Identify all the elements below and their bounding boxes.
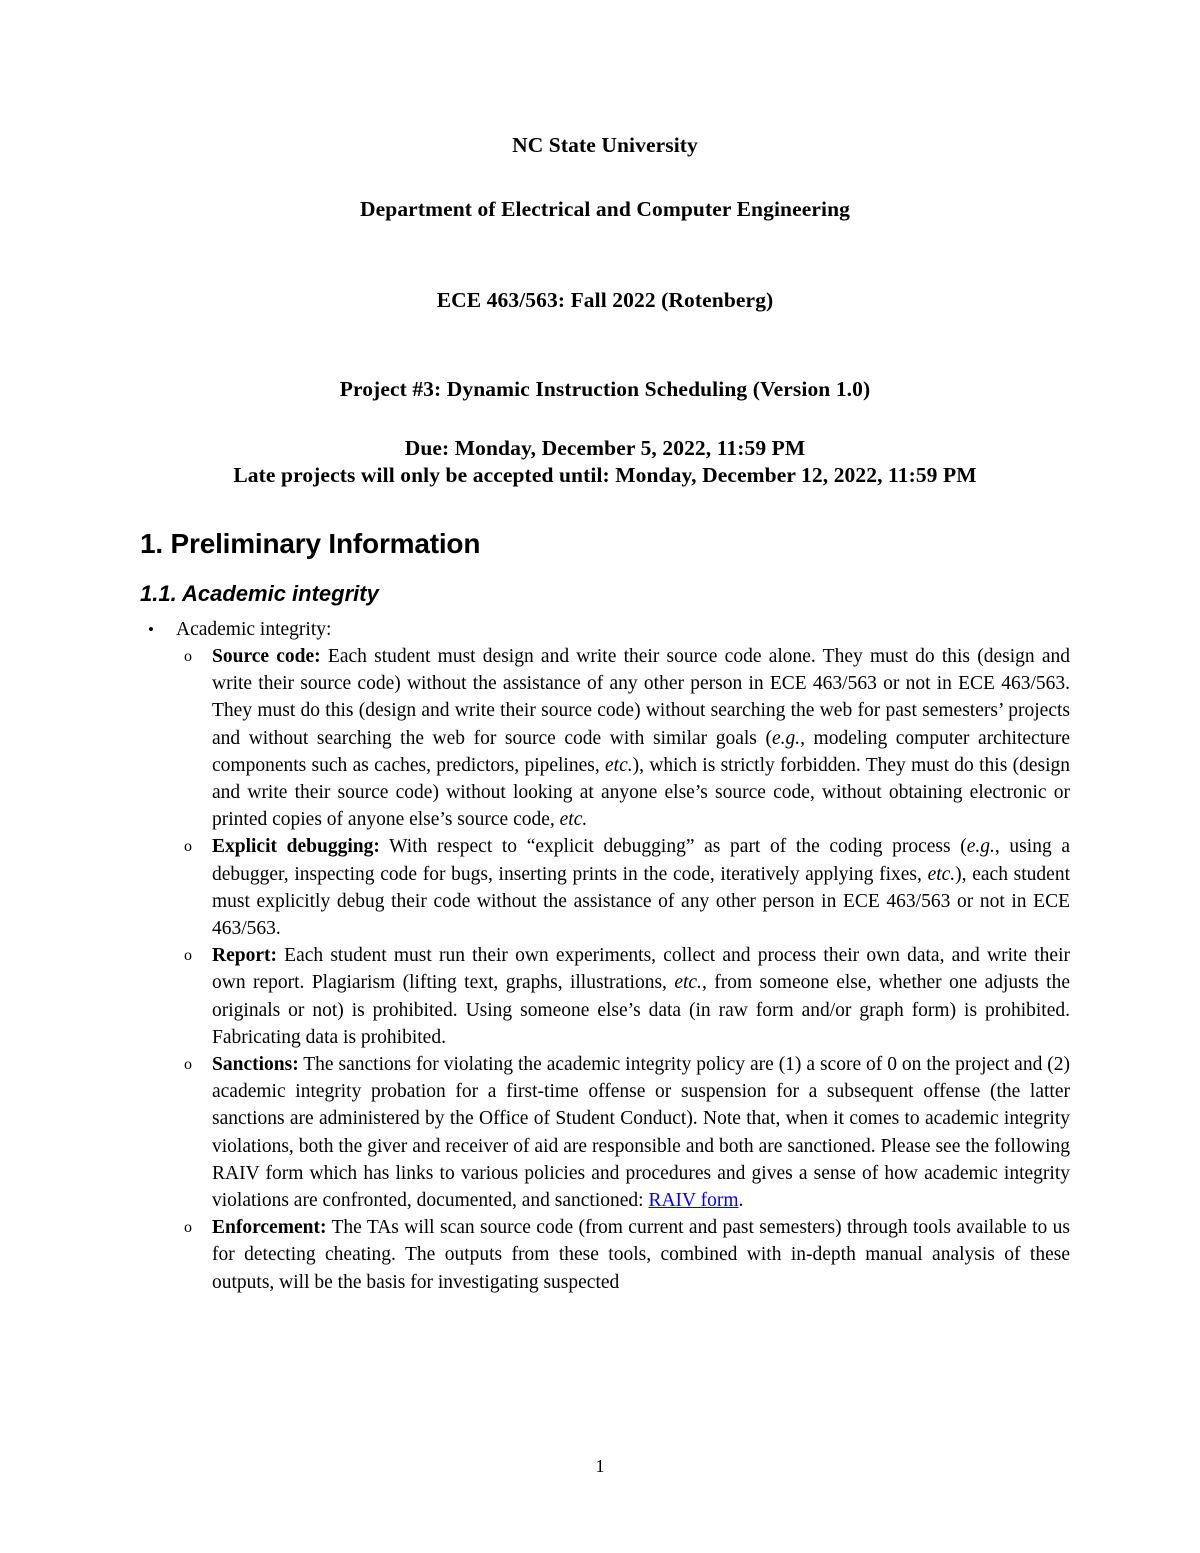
item-lead-label: Source code:: [212, 646, 321, 667]
department-name: Department of Electrical and Computer Engineering: [360, 197, 850, 221]
list-item-report: [181, 942, 1070, 1051]
list-item-explicit-debugging: [181, 833, 1070, 942]
item-body-text: , using a debugger, inspecting code for bugs, inserting prints in the code, iteratively applying fixes,: [212, 836, 1071, 885]
section-heading-1: 1. Preliminary Information: [140, 528, 481, 559]
bullet-disc-icon: •: [148, 620, 154, 639]
item-italic-text: etc.: [559, 809, 588, 831]
bullet-circle-icon: o: [184, 838, 192, 856]
item-body-text: .: [738, 1190, 744, 1212]
item-body-text: The TAs will scan source code (from current and past semesters) through tools available to us for detecting cheating. The outputs from these tools, combined with in-depth manual analysis of these outputs, will be the basis for investigating suspected: [212, 1217, 1070, 1293]
list-item-enforcement: [181, 1214, 1070, 1296]
item-body-text: ), each student must explicitly debug their code without the assistance of any other person in ECE 463/563 or not in ECE 463/563.: [212, 863, 1070, 940]
item-body-text: Each student must run their own experiments, collect and process their own data, and write their own report. Plagiarism (lifting text, graphs, illustrations,: [212, 945, 1070, 994]
item-lead-label: Sanctions:: [212, 1054, 299, 1076]
subsection-heading-1-1: 1.1. Academic integrity: [140, 581, 379, 606]
item-body-text: , from someone else, whether one adjusts the originals or not) is prohibited. Using someone else’s data (in raw form and/or graph form) is prohibited. Fabricating data is prohibited.: [212, 972, 1070, 1048]
academic-integrity-sublist: [176, 643, 1070, 1296]
item-italic-text: e.g.: [771, 727, 801, 749]
item-body-text: , modeling computer architecture components such as caches, predictors, pipelines,: [212, 727, 1070, 776]
item-body-text: With respect to “explicit debugging” as part of the coding process (: [379, 836, 967, 858]
project-title: Project #3: Dynamic Instruction Scheduling (Version 1.0): [339, 377, 871, 401]
item-lead-label: Report:: [212, 945, 277, 967]
list-item-source-code: [181, 643, 1070, 833]
bullet-circle-icon: o: [184, 648, 192, 665]
title-block: [140, 0, 1070, 489]
list-item: [140, 616, 1070, 1296]
academic-integrity-list: [140, 616, 1070, 1296]
due-date-line: Due: Monday, December 5, 2022, 11:59 PM: [404, 436, 806, 460]
course-line: ECE 463/563: Fall 2022 (Rotenberg): [436, 288, 774, 312]
item-lead-label: Enforcement:: [212, 1217, 327, 1239]
page-number: 1: [595, 1456, 605, 1476]
bullet-circle-icon: o: [184, 1219, 192, 1237]
bullet-circle-icon: o: [184, 947, 192, 965]
item-body-text: ), which is strictly forbidden. They must do this (design and write their source code) without looking at anyone else’s source code, without obtaining electronic or printed copies of anyone else’s source code,: [212, 754, 1070, 831]
item-body-text: Each student must design and write their source code alone. They must do this (design and write their source code) without the assistance of any other person in ECE 463/563 or not in ECE 463/563. They must do this (design and write their source code) without searching the web for past semesters’ projects and without searching the web for source code with similar goals (: [212, 646, 1071, 749]
page-content: [140, 0, 1070, 1296]
item-italic-text: etc.: [927, 863, 956, 885]
item-lead-label: Explicit debugging:: [212, 836, 380, 858]
bullet-intro-text: Academic integrity:: [176, 619, 332, 640]
item-body-text: The sanctions for violating the academic integrity policy are (1) a score of 0 on the project and (2) academic integrity probation for a first-time offense or suspension for a subsequent offense (the latter sanctions are administered by the Office of Student Conduct). Note that, when it comes to academic integrity violations, both the giver and receiver of aid are responsible and both are sanctioned. Please see the following RAIV form which has links to various policies and procedures and gives a sense of how academic integrity violations are confronted, documented, and sanctioned:: [212, 1054, 1070, 1212]
university-name: NC State University: [512, 133, 698, 157]
item-italic-text: e.g.: [966, 836, 995, 858]
item-italic-text: etc.: [674, 972, 702, 994]
list-item-sanctions: [181, 1051, 1070, 1214]
item-italic-text: etc.: [605, 754, 633, 776]
late-policy-line: Late projects will only be accepted until: Monday, December 12, 2022, 11:59 PM: [233, 463, 977, 487]
raiv-form-link[interactable]: RAIV form: [648, 1190, 739, 1212]
bullet-circle-icon: o: [184, 1056, 192, 1074]
